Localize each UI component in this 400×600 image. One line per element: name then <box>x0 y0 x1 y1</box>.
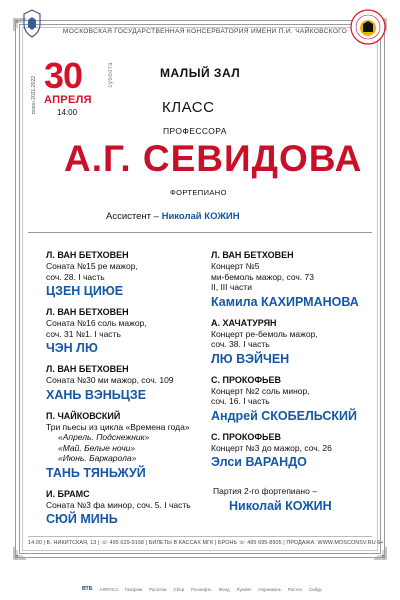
performer-name: Камила КАХИРМАНОВА <box>211 294 359 309</box>
work-title: Соната №30 ми мажор, соч. 109 <box>46 375 174 385</box>
composer-name: Л. ВАН БЕТХОВЕН <box>46 364 129 374</box>
performer-name: Андрей СКОБЕЛЬСКИЙ <box>211 408 358 423</box>
program-item <box>46 250 216 307</box>
sponsor-logo: Росатом <box>148 586 167 592</box>
work-piece: «Июнь. Баркарола» <box>58 453 137 463</box>
performer-name: ЧЭН ЛЮ <box>46 341 98 355</box>
date-weekday: суббота <box>108 62 114 88</box>
composer-name: П. ЧАЙКОВСКИЙ <box>46 410 121 421</box>
program-item <box>46 364 216 411</box>
program-item <box>211 432 381 479</box>
sponsor-logo: АЛРОСА <box>99 586 118 592</box>
assistant-name: Николай КОЖИН <box>161 211 240 222</box>
work-title: Соната №16 соль мажор, <box>46 318 147 328</box>
sponsor-logo: Ростех <box>287 586 303 592</box>
work-title: Концерт №2 соль минор, <box>211 385 310 396</box>
sponsor-logo: Газпром <box>124 586 143 592</box>
spacer <box>46 481 216 489</box>
second-piano-note: Партия 2-го фортепиано – <box>213 486 317 496</box>
program-item <box>46 489 216 536</box>
performer-name: СЮЙ МИНЬ <box>46 512 118 526</box>
spacer <box>46 527 216 535</box>
frame-corner-ornament-icon <box>13 546 27 560</box>
frame-corner-ornament-icon <box>373 546 387 560</box>
instrument-label: ФОРТЕПИАНО <box>170 188 227 197</box>
work-title: Концерт №5 <box>211 261 260 271</box>
work-title: ми-бемоль мажор, соч. 73 <box>211 271 314 282</box>
spacer <box>211 367 381 375</box>
sponsor-logo: Норникель <box>258 586 281 592</box>
program-column-right <box>211 250 381 514</box>
composer-name: Л. ВАН БЕТХОВЕН <box>46 307 129 317</box>
divider <box>28 232 372 233</box>
sponsor-logos <box>82 586 322 592</box>
composer-name: С. ПРОКОФЬЕВ <box>211 431 282 442</box>
spacer <box>211 470 381 478</box>
work-title: соч. 16. I часть <box>211 396 270 406</box>
sponsor-logo: Лукойл <box>236 586 252 592</box>
program-item <box>46 411 216 489</box>
class-label: КЛАСС <box>162 99 215 116</box>
date-month: АПРЕЛЯ <box>44 94 92 106</box>
composer-name: Л. ВАН БЕТХОВЕН <box>211 250 294 260</box>
sponsor-logo: Фонд <box>218 586 230 592</box>
footer-divider <box>28 536 372 537</box>
composer-name: Л. ВАН БЕТХОВЕН <box>46 250 129 260</box>
date-day: 30 <box>44 55 83 96</box>
work-title: II, III части <box>211 282 252 292</box>
date-time: 14:00 <box>57 108 78 117</box>
work-title: соч. 38. I часть <box>211 339 270 349</box>
spacer <box>46 403 216 411</box>
spacer <box>211 424 381 432</box>
spacer <box>46 356 216 364</box>
ministry-emblem-icon <box>21 8 43 40</box>
work-piece: «Апрель. Подснежник» <box>58 432 150 442</box>
season-label: сезон 2021-2022 <box>31 76 37 115</box>
program-item <box>46 307 216 364</box>
conservatory-seal-icon <box>349 8 387 46</box>
program-column-left <box>46 250 216 535</box>
performer-name: ХАНЬ ВЭНЬЦЗЕ <box>46 387 147 402</box>
work-title: соч. 31 №1. I часть <box>46 328 121 339</box>
work-title: соч. 28. I часть <box>46 271 105 282</box>
spacer <box>211 310 381 318</box>
performer-name: Элси ВАРАНДО <box>211 455 307 469</box>
program-item <box>211 318 381 375</box>
composer-name: А. ХАЧАТУРЯН <box>211 317 277 328</box>
work-title: Соната №15 ре мажор, <box>46 261 138 271</box>
composer-name: С. ПРОКОФЬЕВ <box>211 374 282 385</box>
work-piece: «Май. Белые ночи» <box>58 442 136 453</box>
work-title: Три пьесы из цикла «Времена года» <box>46 421 190 432</box>
sponsor-logo: Сбер <box>173 586 185 592</box>
performer-name: ТАНЬ ТЯНЬЖУЙ <box>46 465 146 480</box>
footer-info: 14:00 | Б. НИКИТСКАЯ, 13 | ☏ 495 629-9168 | БИЛЕТЫ В КАССАХ МГК | БРОНЬ ☏ 495 695-8905 | ПРОДАЖА: WWW.MOSCONSV.RU 6+ <box>28 540 384 546</box>
sponsor-logo: ВТБ <box>82 586 93 592</box>
professor-name: А.Г. СЕВИДОВА <box>64 138 363 179</box>
institution-name: МОСКОВСКАЯ ГОСУДАРСТВЕННАЯ КОНСЕРВАТОРИЯ ИМЕНИ П.И. ЧАЙКОВСКОГО <box>62 28 348 35</box>
hall-name: МАЛЫЙ ЗАЛ <box>160 66 241 80</box>
professor-label: ПРОФЕССОРА <box>163 126 227 136</box>
performer-name: ЦЗЕН ЦИЮЕ <box>46 284 124 298</box>
work-title: Соната №3 фа минор, соч. 5. I часть <box>46 499 191 510</box>
performer-name: ЛЮ ВЭЙЧЕН <box>211 351 290 366</box>
program-item <box>211 375 381 432</box>
composer-name: И. БРАМС <box>46 488 90 499</box>
sponsor-logo: Сибур <box>308 586 322 592</box>
sponsor-logo: Роснефть <box>191 586 212 592</box>
spacer <box>46 299 216 307</box>
second-piano-name: Николай КОЖИН <box>229 498 332 513</box>
work-title: Концерт ре-бемоль мажор, <box>211 328 318 339</box>
assistant-line <box>106 211 240 222</box>
work-title: Концерт №3 до мажор, соч. 26 <box>211 442 332 453</box>
program-item <box>211 250 381 318</box>
assistant-prefix: Ассистент – <box>106 211 159 222</box>
